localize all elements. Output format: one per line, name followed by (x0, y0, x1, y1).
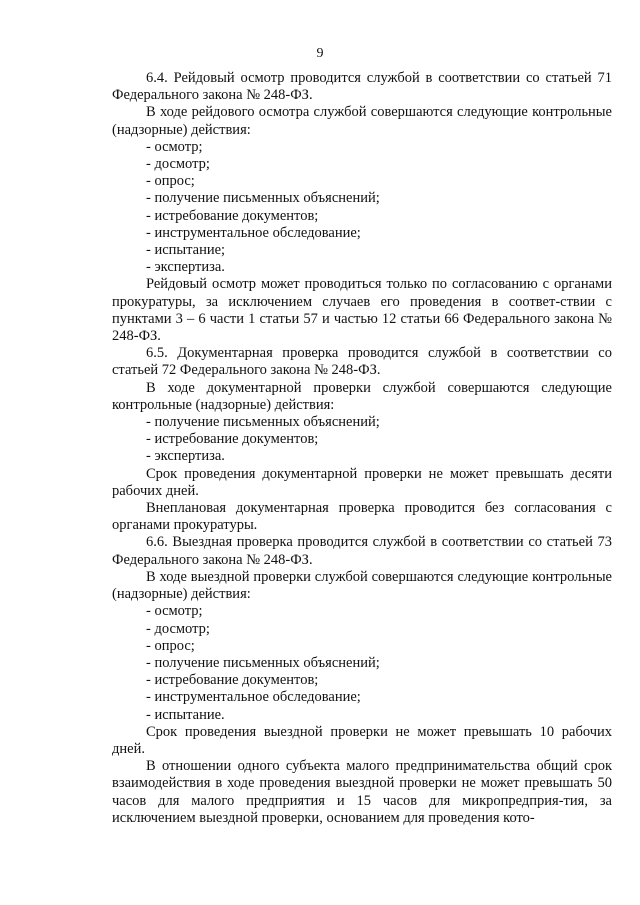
list-item: - экспертиза. (146, 448, 225, 465)
list-item: - экспертиза. (146, 259, 225, 276)
list-item: - опрос; (146, 637, 195, 654)
list-item: - осмотр; (146, 138, 203, 155)
list-item: - испытание; (146, 242, 226, 259)
paragraph: 6.5. Документарная проверка проводится службой в соответствии со статьей 72 Федерального закона № 248-ФЗ. (112, 345, 612, 379)
paragraph: В ходе рейдового осмотра службой совершаются следующие контрольные (надзорные) действия: (112, 104, 612, 138)
paragraph: 6.4. Рейдовый осмотр проводится службой в соответствии со статьей 71 Федерального закона № 248-ФЗ. (112, 70, 612, 104)
paragraph: 6.6. Выездная проверка проводится службой в соответствии со статьей 73 Федерального закона № 248-ФЗ. (112, 534, 612, 568)
paragraph: Внеплановая документарная проверка проводится без согласования с органами прокуратуры. (112, 500, 612, 534)
list-item: - получение письменных объяснений; (146, 414, 380, 431)
list-item: - истребование документов; (146, 207, 319, 224)
list-item: - досмотр; (146, 620, 210, 637)
page-number: 9 (316, 46, 324, 61)
list-item: - досмотр; (146, 156, 210, 173)
paragraph: В ходе документарной проверки службой совершаются следующие контрольные (надзорные) действия: (112, 379, 612, 413)
document-body (112, 70, 612, 827)
paragraph: Рейдовый осмотр может проводиться только по согласованию с органами прокуратуры, за исключением случаев его проведения в соответ-ствии с пунктами 3 – 6 части 1 статьи 57 и частью 12 статьи 66 Федерального закона № 248-ФЗ. (112, 276, 612, 345)
list-item: - опрос; (146, 173, 195, 190)
list-item: - получение письменных объяснений; (146, 190, 380, 207)
list-item: - получение письменных объяснений; (146, 654, 380, 671)
list-item: - инструментальное обследование; (146, 224, 361, 241)
list-item: - истребование документов; (146, 431, 319, 448)
paragraph: В отношении одного субъекта малого предпринимательства общий срок взаимодействия в ходе проведения выездной проверки не может превышать 50 часов для малого предприятия и 15 часов для микропредприя-тия, за исключением выездной проверки, основанием для проведения кото- (112, 758, 612, 826)
list-item: - осмотр; (146, 603, 203, 620)
list-item: - инструментальное обследование; (146, 689, 361, 706)
list-item: - испытание. (146, 706, 225, 723)
paragraph: В ходе выездной проверки службой совершаются следующие контрольные (надзорные) действия: (112, 568, 612, 603)
paragraph: Срок проведения документарной проверки не может превышать десяти рабочих дней. (112, 465, 612, 499)
list-item: - истребование документов; (146, 672, 319, 689)
paragraph: Срок проведения выездной проверки не может превышать 10 рабочих дней. (112, 723, 612, 757)
